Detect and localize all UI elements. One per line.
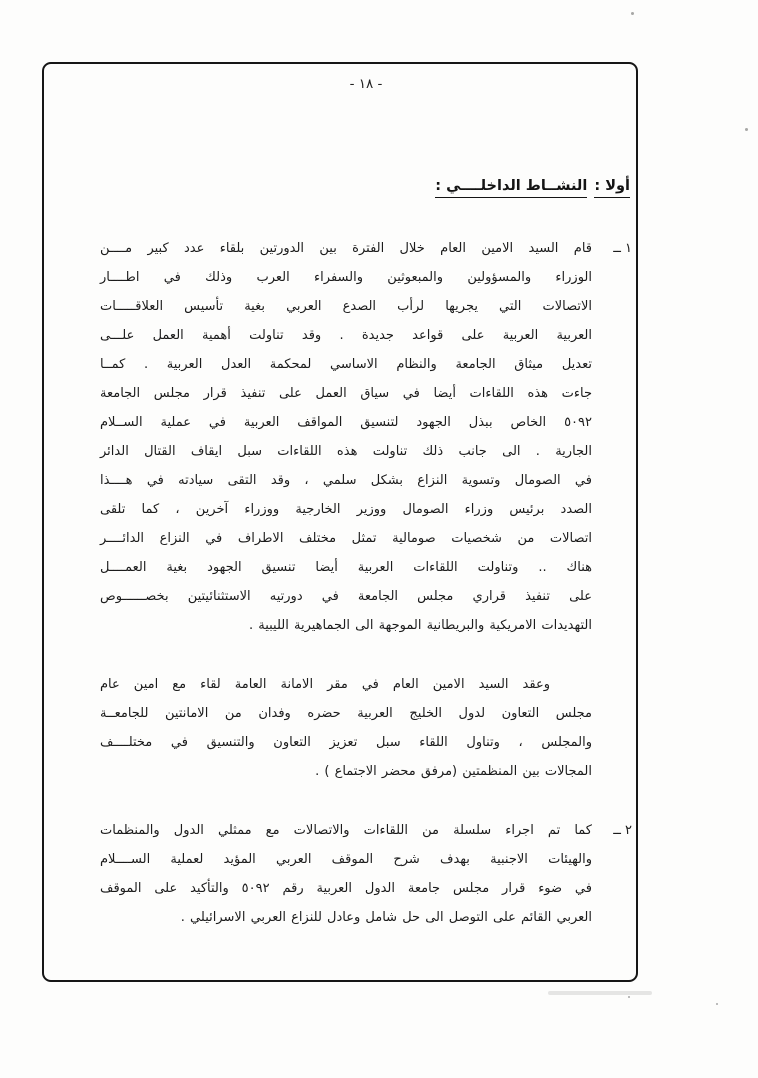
- text-line: التهديدات الامريكية والبريطانية الموجهة الى الجماهيرية الليبية .: [248, 618, 592, 633]
- text-line: ٥٠٩٢ الخاص ببذل الجهود لتنسيق المواقف العربية في عملية الســلام: [100, 415, 592, 430]
- text-line: الوزراء والمسؤولين والمبعوثين والسفراء العرب وذلك في اطــــار: [100, 270, 592, 285]
- scan-artifact: [745, 128, 748, 131]
- page-border-frame: [42, 62, 638, 982]
- text-line: في ضوء قرار مجلس جامعة الدول العربية رقم ٥٠٩٢ والتأكيد على الموقف: [100, 881, 592, 896]
- heading-ordinal: أولا :: [594, 178, 630, 198]
- paragraph-lines: [100, 816, 592, 932]
- scan-artifact: [628, 996, 630, 998]
- text-line: الصدد برئيس وزراء الصومال ووزير الخارجية ووزراء آخرين ، كما تلقى: [100, 502, 592, 517]
- text-line: تعديل ميثاق الجامعة والنظام الاساسي لمحكمة العدل العربية . كمــا: [100, 357, 592, 372]
- paragraph-lines: [100, 234, 592, 640]
- text-line: المجالات بين المنظمتين (مرفق محضر الاجتماع ) .: [315, 764, 592, 779]
- text-line: الجارية . الى جانب ذلك تناولت هذه اللقاءات سبل ايقاف القتال الدائر: [100, 444, 592, 459]
- page-number: - ١٨ -: [349, 76, 383, 92]
- paragraph-marker: ٢ ــ: [613, 823, 632, 838]
- text-line: في الصومال وتسوية النزاع بشكل سلمي ، وقد التقى سيادته في هــــذا: [100, 473, 592, 488]
- paragraph: [100, 234, 632, 640]
- paragraph-marker: [592, 670, 632, 786]
- text-line: قام السيد الامين العام خلال الفترة بين الدورتين بلقاء عدد كبير مــــن: [100, 241, 592, 256]
- text-line: مجلس التعاون لدول الخليج العربية حضره وفدان من الامانتين للجامعــة: [100, 706, 592, 721]
- scan-artifact: [631, 12, 634, 15]
- paragraph-marker: ١ ــ: [613, 241, 632, 256]
- text-line: الاتصالات التي يجريها لرأب الصدع العربي بغية تأسيس العلاقـــــات: [100, 299, 592, 314]
- text-line: والمجلس ، وتناول اللقاء سبل تعزيز التعاون والتنسيق في مختلــــف: [100, 735, 592, 750]
- text-line: العربي القائم على التوصل الى حل شامل وعادل للنزاع العربي الاسرائيلي .: [180, 910, 592, 925]
- text-line: وعقد السيد الامين العام في مقر الامانة العامة لقاء مع امين عام: [100, 677, 550, 692]
- text-line: جاءت هذه اللقاءات أيضا في سياق العمل على تنفيذ قرار مجلس الجامعة: [100, 386, 592, 401]
- scan-smudge: [548, 991, 652, 995]
- paragraph: [100, 670, 632, 786]
- document-body: [100, 234, 632, 932]
- heading-title: النشــاط الداخلــــي :: [435, 178, 587, 198]
- text-line: والهيئات الاجنبية بهدف شرح الموقف العربي المؤيد لعملية الســــلام: [100, 852, 592, 867]
- text-line: هناك .. وتناولت اللقاءات العربية أيضا تنسيق الجهود بغية العمــــل: [100, 560, 592, 575]
- text-line: اتصالات من شخصيات صومالية تمثل مختلف الاطراف في النزاع الدائــــر: [100, 531, 592, 546]
- text-line: العربية العربية على قواعد جديدة . وقد تناولت أهمية العمل علـــى: [100, 328, 592, 343]
- scan-artifact: [716, 1003, 718, 1005]
- text-line: كما تم اجراء سلسلة من اللقاءات والاتصالات مع ممثلي الدول والمنظمات: [100, 823, 592, 838]
- text-line: على تنفيذ قراري مجلس الجامعة في دورتيه الاستثنائيتين بخصــــــوص: [100, 589, 592, 604]
- paragraph-lines: [100, 670, 592, 786]
- paragraph: [100, 816, 632, 932]
- section-heading: [100, 178, 632, 194]
